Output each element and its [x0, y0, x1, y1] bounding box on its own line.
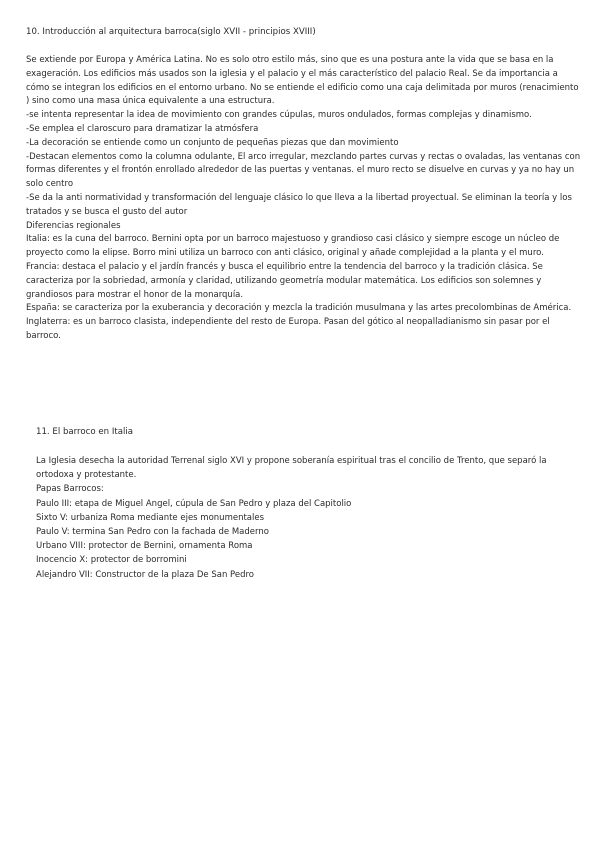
feature-point: -La decoración se entiende como un conjunto de pequeñas piezas que dan movimiento [26, 137, 399, 148]
pope-item: Alejandro VII: Constructor de la plaza De San Pedro [36, 569, 254, 580]
section-11 [36, 426, 556, 582]
feature-point: -se intenta representar la idea de movimiento con grandes cúpulas, muros ondulados, formas complejas y dinamismo. [26, 110, 532, 121]
region-francia: Francia: destaca el palacio y el jardín francés y busca el equilibrio entre la tendencia del barroco y la tradición clásica. Se caracteriza por la sobriedad, armonía y claridad, utilizando geometría modular matemática. Los edificios son solemnes y grandiosos para mostrar el honor de la monarquía. [26, 261, 543, 300]
feature-point: -Se emplea el claroscuro para dramatizar la atmósfera [26, 123, 259, 134]
section-11-intro: La Iglesia desecha la autoridad Terrenal siglo XVI y propone soberanía espiritual tras el concilio de Trento, que separó la ortodoxa y protestante. [36, 456, 547, 481]
pope-item: Sixto V: urbaniza Roma mediante ejes monumentales [36, 512, 265, 523]
pope-item: Urbano VIII: protector de Bernini, ornamenta Roma [36, 541, 253, 552]
pope-item: Paulo V: termina San Pedro con la fachada de Maderno [36, 527, 269, 538]
popes-heading: Papas Barrocos: [36, 484, 104, 495]
region-inglaterra: Inglaterra: es un barroco clasista, independiente del resto de Europa. Pasan del gótico al neopalladianismo sin pasar por el barroco. [26, 317, 550, 341]
pope-item: Inocencio X: protector de borromini [36, 555, 187, 566]
section-11-title: 11. El barroco en Italia [36, 427, 134, 437]
feature-point: -Destacan elementos como la columna odulante, El arco irregular, mezclando partes curvas y rectas o ovaladas, las ventanas con formas diferentes y el frontón enrollado alrededor de las puertas y ventanas. el muro recto se disuelve en curvas y ya no hay un solo centro [26, 151, 581, 190]
section-10-title: 10. Introducción al arquitectura barroca(siglo XVII - principios XVIII) [26, 27, 316, 37]
region-italia: Italia: es la cuna del barroco. Bernini opta por un barroco majestuoso y grandioso casi clásico y siempre escoge un núcleo de proyecto como la elipse. Borro mini utiliza un barroco con anti clásico, original y añade complejidad a la planta y el muro. [26, 234, 560, 259]
regional-heading: Diferencias regionales [26, 220, 121, 231]
feature-point: -Se da la anti normatividad y transformación del lenguaje clásico lo que lleva a la libertad proyectual. Se eliminan la teoría y los tratados y se busca el gusto del autor [26, 192, 572, 217]
region-espana: España: se caracteriza por la exuberancia y decoración y mezcla la tradición musulmana y las artes precolombinas de América. [26, 303, 572, 314]
section-10 [26, 26, 582, 344]
section-10-intro: Se extiende por Europa y América Latina. No es solo otro estilo más, sino que es una postura ante la vida que se basa en la exageración. Los edificios más usados son la iglesia y el palacio y el más característico del palacio Real. Se da importancia a cómo se integran los edificios en el entorno urbano. No se entiende el edificio como una caja delimitada por muros (renacimiento ) sino como una masa única equivalente a una estructura. [26, 55, 579, 107]
pope-item: Paulo III: etapa de Miguel Angel, cúpula de San Pedro y plaza del Capitolio [36, 498, 352, 509]
